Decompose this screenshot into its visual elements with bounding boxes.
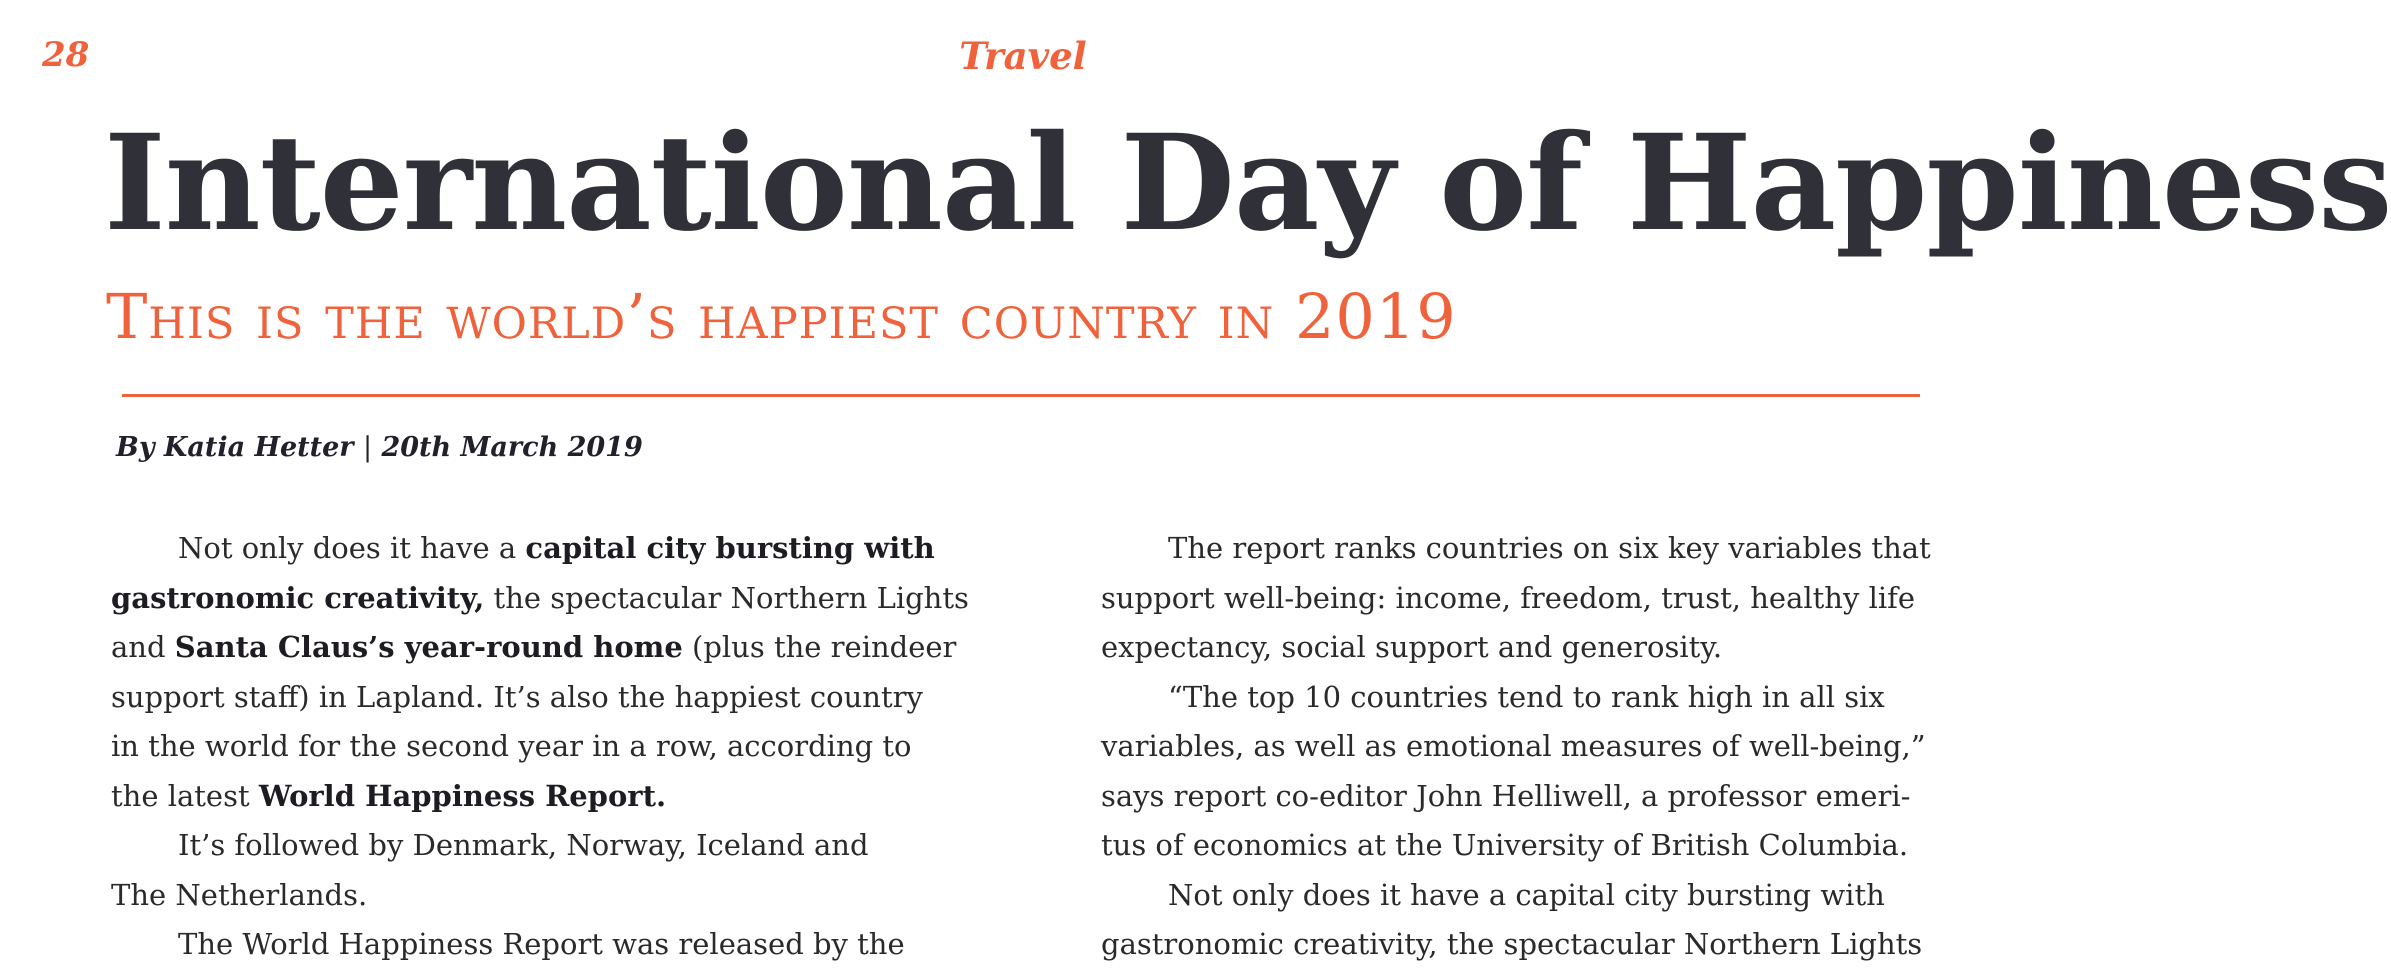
text-line: and Santa Claus’s year-round home (plus the reindeer bbox=[111, 630, 957, 664]
text-line: support staff) in Lapland. It’s also the happiest country bbox=[111, 679, 923, 714]
text-line: The World Happiness Report was released by the bbox=[178, 927, 905, 961]
text-line: the latest World Happiness Report. bbox=[111, 778, 667, 813]
byline-author: By Katia Hetter bbox=[116, 432, 354, 463]
subheadline: This is the world’s happiest country in 2019 bbox=[106, 280, 1457, 353]
body-column-left bbox=[111, 524, 1031, 970]
page-number: 28 bbox=[42, 35, 90, 75]
bold-phrase: Santa Claus’s year-round home bbox=[174, 630, 683, 664]
text-line: gastronomic creativity, the spectacular Northern Lights bbox=[111, 580, 969, 615]
text-line: tus of economics at the University of British Columbia. bbox=[1101, 828, 1909, 862]
text-line: says report co-editor John Helliwell, a professor emeri- bbox=[1101, 778, 1911, 813]
section-label: Travel bbox=[959, 34, 1087, 78]
headline: International Day of Happiness bbox=[104, 106, 2391, 261]
bold-phrase: capital city bursting with bbox=[525, 531, 935, 565]
text-line: “The top 10 countries tend to rank high in all six bbox=[1168, 679, 1885, 714]
text-line: in the world for the second year in a row, according to bbox=[111, 729, 912, 763]
bold-phrase: gastronomic creativity, bbox=[111, 580, 485, 615]
body-column-right bbox=[1101, 524, 1961, 970]
text-line: Not only does it have a capital city bursting with bbox=[178, 531, 935, 565]
byline-separator: | bbox=[362, 432, 373, 463]
text-line: It’s followed by Denmark, Norway, Iceland and bbox=[178, 828, 869, 862]
text-line: gastronomic creativity, the spectacular Northern Lights bbox=[1101, 927, 1923, 961]
bold-phrase: World Happiness Report. bbox=[258, 778, 667, 813]
text-line: variables, as well as emotional measures of well-being,” bbox=[1101, 729, 1926, 763]
text-line: The Netherlands. bbox=[111, 877, 368, 912]
text-line: support well-being: income, freedom, trust, healthy life bbox=[1101, 580, 1916, 615]
divider-rule bbox=[122, 394, 1920, 397]
text-line: The report ranks countries on six key variables that bbox=[1168, 531, 1931, 565]
text-line: Not only does it have a capital city bursting with bbox=[1168, 877, 1885, 912]
byline-date: 20th March 2019 bbox=[381, 432, 643, 463]
byline bbox=[116, 432, 643, 464]
text-line: expectancy, social support and generosity. bbox=[1101, 630, 1723, 664]
